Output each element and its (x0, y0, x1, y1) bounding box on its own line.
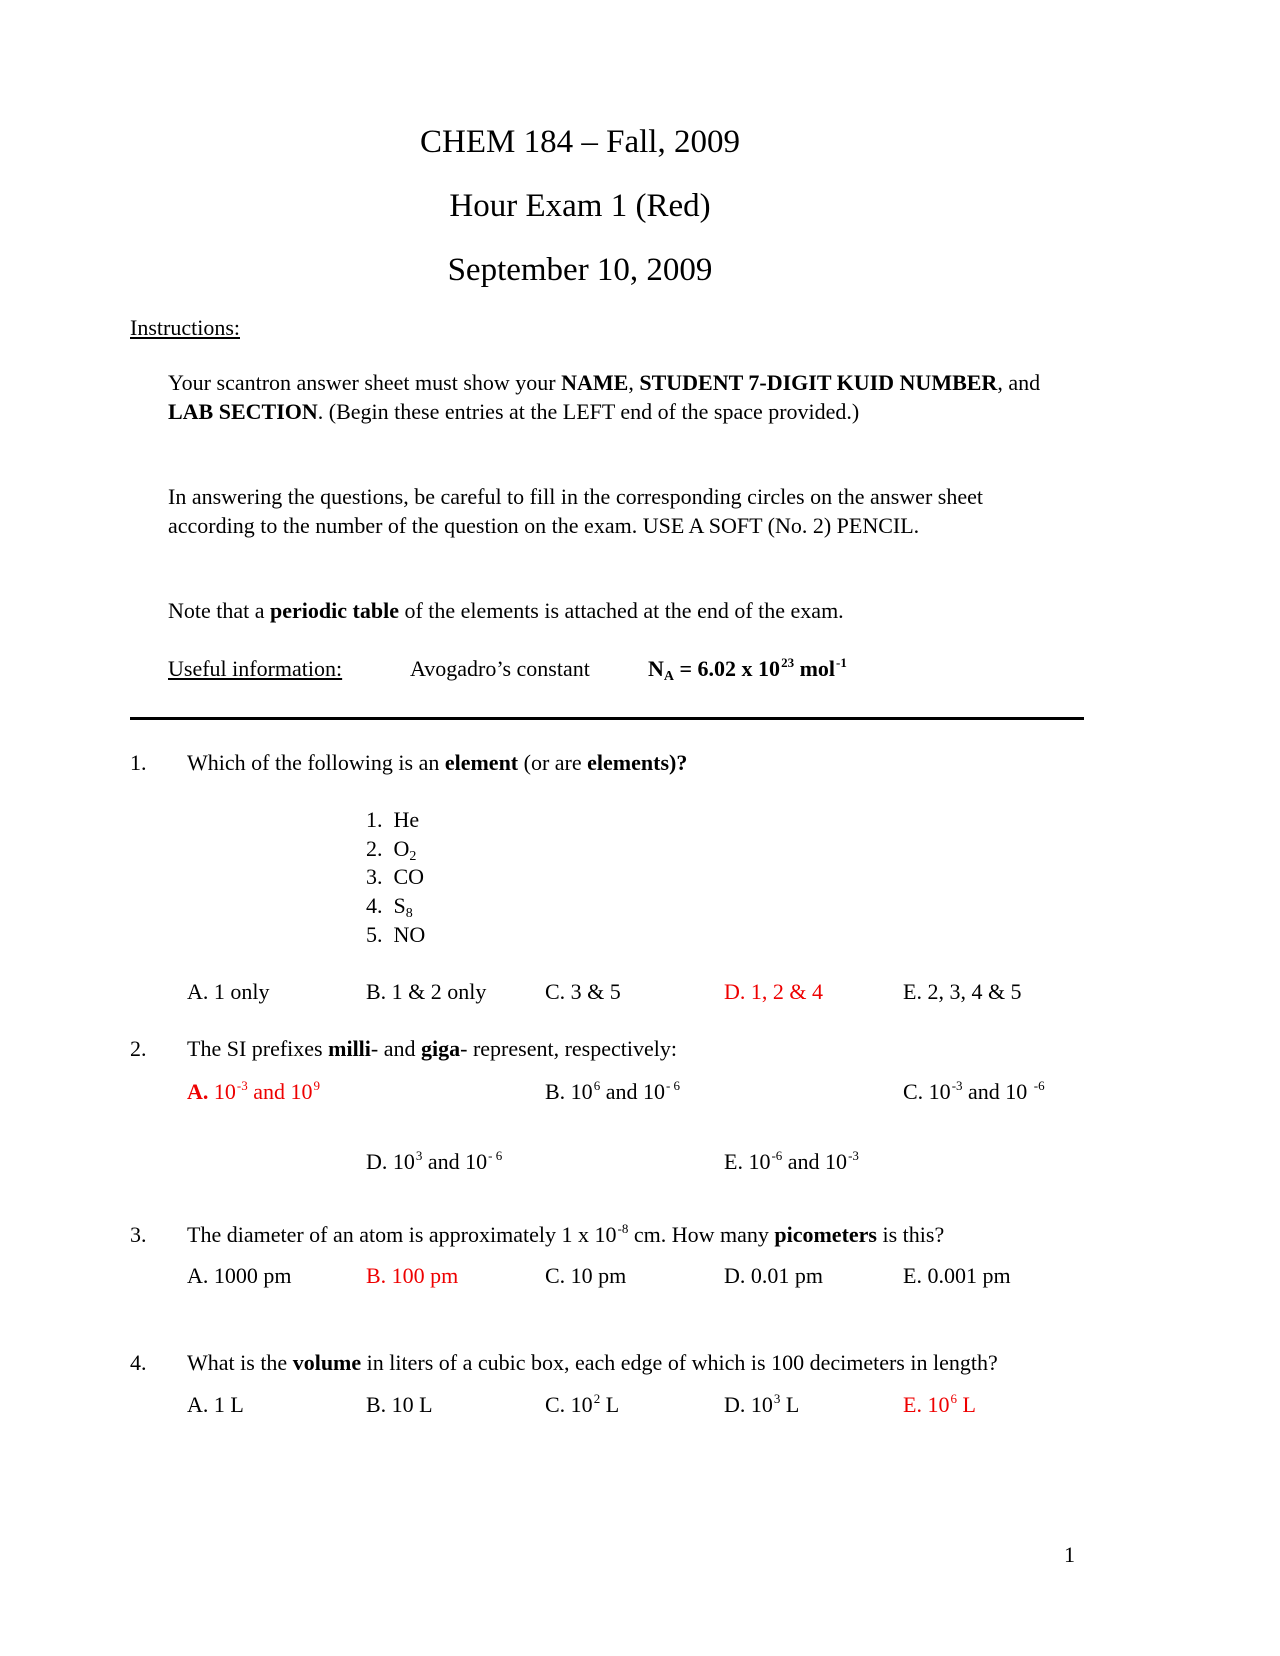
q1-list-item: 1. He (366, 807, 420, 832)
avogadro-constant: $N_A = 6.02$ x $10^{23}$ mol$^{-1}$ (648, 655, 847, 684)
q2-choice-c: C. $10^{-3}$ and 10 $^{-6}$ (903, 1078, 1045, 1104)
instructions-paragraph-3: Note that a periodic table of the elements is attached at the end of the exam. (168, 598, 844, 623)
instructions-heading: Instructions: (130, 315, 240, 340)
q1-choice-e: E. 2, 3, 4 & 5 (903, 979, 1022, 1004)
q3-prompt: The diameter of an atom is approximately 1 x $10^{-8}$ cm. How many picometers is this? (187, 1221, 945, 1247)
q3-choice-a: A. 1000 pm (187, 1263, 292, 1288)
q4-prompt: What is the volume in liters of a cubic box, each edge of which is 100 decimeters in length? (187, 1350, 998, 1375)
q1-choice-d-answer: D. 1, 2 & 4 (724, 979, 823, 1004)
q1-prompt: Which of the following is an element (or are elements)? (187, 750, 688, 775)
q4-choice-b: B. 10 L (366, 1392, 433, 1417)
page-number: 1 (1064, 1542, 1075, 1567)
instructions-paragraph-1: Your scantron answer sheet must show your NAME, STUDENT 7-DIGIT KUID NUMBER, and LAB SECTION. (Begin these entries at the LEFT end of the space provided.) (168, 370, 1041, 424)
q2-choice-a-answer: A. $10^{-3}$ and $10^9$ (187, 1078, 320, 1104)
q4-choice-c: C. $10^2$ L (545, 1391, 620, 1417)
q1-choice-c: C. 3 & 5 (545, 979, 621, 1004)
q4-choice-d: D. $10^3$ L (724, 1391, 800, 1417)
q1-choice-b: B. 1 & 2 only (366, 979, 487, 1004)
q3-choice-d: D. 0.01 pm (724, 1263, 823, 1288)
q1-number: 1. (130, 750, 147, 775)
divider-line (130, 717, 1084, 720)
q1-list-item: 2. $O_2$ (366, 836, 417, 864)
avogadro-label: Avogadro’s constant (410, 656, 590, 681)
q2-number: 2. (130, 1036, 147, 1061)
q4-number: 4. (130, 1350, 147, 1375)
q1-list-item: 5. NO (366, 922, 426, 947)
exam-title: Hour Exam 1 (Red) (449, 188, 711, 224)
q3-choice-b-answer: B. 100 pm (366, 1263, 459, 1288)
useful-info-label: Useful information: (168, 656, 343, 681)
q3-number: 3. (130, 1222, 147, 1247)
q2-choice-e: E. $10^{-6}$ and $10^{-3}$ (724, 1148, 859, 1174)
exam-date: September 10, 2009 (447, 252, 713, 288)
q3-choice-e: E. 0.001 pm (903, 1263, 1011, 1288)
q1-choice-a: A. 1 only (187, 979, 270, 1004)
q2-prompt: The SI prefixes milli- and giga- represent, respectively: (187, 1036, 677, 1061)
q2-choice-b: B. $10^6$ and $10^{- 6}$ (545, 1078, 681, 1104)
q2-choice-d: D. $10^3$ and $10^{- 6}$ (366, 1148, 503, 1174)
q4-choice-a: A. 1 L (187, 1392, 244, 1417)
course-title: CHEM 184 – Fall, 2009 (420, 124, 740, 160)
q3-choice-c: C. 10 pm (545, 1263, 627, 1288)
q1-list-item: 3. CO (366, 864, 425, 889)
q1-list-item: 4. $S_8$ (366, 893, 413, 921)
instructions-paragraph-2: In answering the questions, be careful to fill in the corresponding circles on the answer sheet according to the number of the question on the exam. USE A SOFT (No. 2) PENCIL. (168, 484, 983, 538)
q4-choice-e-answer: E. $10^6$ L (903, 1391, 976, 1417)
